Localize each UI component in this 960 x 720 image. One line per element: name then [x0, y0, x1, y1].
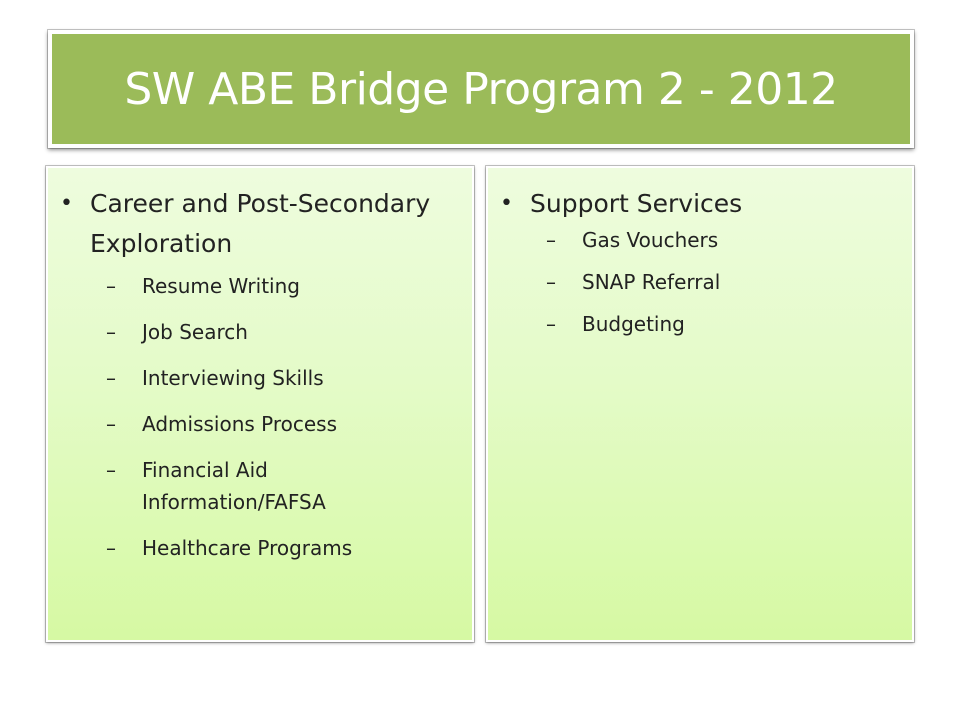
slide-title: SW ABE Bridge Program 2 - 2012 [124, 63, 838, 115]
list-item [106, 362, 452, 394]
dash-icon: – [546, 270, 556, 294]
bullet-career-exploration [60, 184, 452, 264]
dash-icon: – [106, 412, 116, 436]
list-item [106, 270, 452, 302]
right-content-panel [486, 166, 914, 642]
left-content-panel [46, 166, 474, 642]
career-subitems-list [60, 270, 452, 564]
subitem-text: Resume Writing [142, 274, 300, 298]
title-bar [48, 30, 914, 148]
dash-icon: – [106, 458, 116, 482]
dash-icon: – [106, 536, 116, 560]
bullet-heading: Support Services [530, 189, 743, 218]
subitem-text: Budgeting [582, 312, 685, 336]
subitem-text: Gas Vouchers [582, 228, 719, 252]
dash-icon: – [546, 228, 556, 252]
subitem-text: Admissions Process [142, 412, 338, 436]
subitem-text: Job Search [142, 320, 248, 344]
list-item [546, 224, 892, 256]
list-item [106, 316, 452, 348]
bullet-heading: Career and Post-Secondary Exploration [90, 189, 431, 258]
dash-icon: – [106, 366, 116, 390]
dash-icon: – [106, 274, 116, 298]
subitem-text: Financial Aid Information/FAFSA [142, 458, 326, 514]
bullet-icon: • [500, 191, 513, 216]
list-item [106, 532, 452, 564]
dash-icon: – [106, 320, 116, 344]
bullet-support-services [500, 184, 892, 224]
subitem-text: Interviewing Skills [142, 366, 324, 390]
list-item [546, 308, 892, 340]
bullet-icon: • [60, 191, 73, 216]
list-item [106, 454, 452, 518]
list-item [546, 266, 892, 298]
list-item [106, 408, 452, 440]
support-subitems-list [500, 224, 892, 340]
subitem-text: Healthcare Programs [142, 536, 353, 560]
dash-icon: – [546, 312, 556, 336]
subitem-text: SNAP Referral [582, 270, 721, 294]
